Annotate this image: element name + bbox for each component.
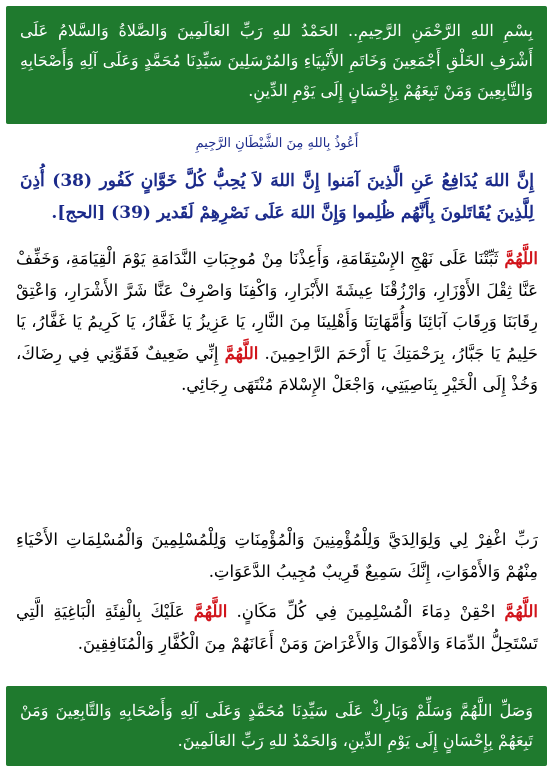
allahumma-label: اللَّهُمَّ	[224, 343, 259, 363]
prayer-paragraph-1	[16, 243, 538, 401]
opening-text: بِسْمِ اللهِ الرَّحْمَنِ الرَّحِيمِ.. الحَمْدُ للهِ رَبِّ العَالَمِينَ وَالصَّلاةُ وَالسَّلامُ عَلَى أَشْرَفِ الخَلْقِ أَجْمَعِينَ وَخَاتَمِ الأَنْبِيَاءِ وَالمُرْسَلِينَ سَيِّدِنَا مُحَمَّدٍ وَعَلَى آلِهِ وَأَصْحَابِهِ وَالتَّابِعِينَ وَمَنْ تَبِعَهُمْ بِإِحْسَانٍ إِلَى يَوْمِ الدِّينِ.	[20, 21, 533, 100]
prayer-paragraph-3	[16, 596, 538, 659]
closing-band	[6, 686, 547, 766]
istiadha-line: أَعُوذُ بِاللهِ مِنَ الشَّيْطَانِ الرَّجِيمِ	[195, 136, 359, 151]
prayer-text: ثَبِّتْنَا عَلَى نَهْجِ الإِسْتِقَامَةِ، وَأَعِذْنَا مِنْ مُوجِبَاتِ النَّدَامَةِ يَوْمَ الْقِيَامَةِ، وَخَفِّفْ عَنَّا ثِقْلَ الأَوْزَارِ، وَارْزُقْنَا عِيشَةَ الأَبْرَارِ، وَاكْفِنَا وَاصْرِفْ عَنَّا شَرَّ الأَشْرَارِ، وَاعْتِقْ رِقَابَنَا وَرِقَابَ آبَائِنَا وَأُمَّهَاتِنَا وَأَهْلِينَا مِنَ النَّارِ، يَا عَزِيزُ يَا غَفَّارُ، يَا كَرِيمُ يَا غَفَّارُ، يَا حَلِيمُ يَا جَبَّارُ، بِرَحْمَتِكَ يَا أَرْحَمَ الرَّاحِمِينَ.	[16, 249, 538, 363]
allahumma-label: اللَّهُمَّ	[504, 249, 538, 268]
prayer-paragraph-2: رَبِّ اغْفِرْ لِي وَلِوَالِدَيَّ وَلِلْمُؤْمِنِينَ وَالْمُؤْمِنَاتِ وَلِلْمُسْلِمِينَ وَالْمُسْلِمَاتِ الأَحْيَاءِ مِنْهُمْ وَالأَمْوَاتِ، إِنَّكَ سَمِيعٌ قَرِيبٌ مُجِيبُ الدَّعَوَاتِ.	[16, 530, 538, 581]
quran-verses: إِنَّ اللهَ يُدَافِعُ عَنِ الَّذِينَ آمَنوا إِنَّ اللهَ لاَ يُحِبُّ كُلَّ خَوَّانٍ كَفُور (38) أُذِنَ لِلَّذِينَ يُقَاتَلونَ بِأَنَّهُم ظُلِموا وَإِنَّ اللهَ عَلَى نَصْرِهِمْ لَقَدير (39) [الحج].	[20, 171, 534, 223]
allahumma-label: اللَّهُمَّ	[504, 602, 539, 621]
prayer-text: عَلَيْكَ بِالْفِئَةِ الْبَاغِيَةِ الَّتِي تَسْتَحِلُّ الدِّمَاءَ وَالأَمْوَالَ وَالأَعْرَاضَ وَمَنْ أَعَانَهُمْ مِنَ الْكُفَّارِ وَالْمُنَافِقِينَ.	[16, 602, 538, 653]
closing-text: وَصَلِّ اللَّهُمَّ وَسَلِّمْ وَبَارِكْ عَلَى سَيِّدِنَا مُحَمَّدٍ وَعَلَى آلِهِ وَأَصْحَابِهِ وَالتَّابِعِينَ وَمَنْ تَبِعَهُمْ بِإِحْسَانٍ إِلَى يَوْمِ الدِّينِ، وَالحَمْدُ للهِ رَبِّ العَالَمِينَ.	[20, 701, 533, 750]
allahumma-label: اللَّهُمَّ	[193, 602, 228, 621]
prayer-text: إِنِّي ضَعِيفٌ فَقَوِّنِي فِي رِضَاكَ، وَخُذْ إِلَى الْخَيْرِ بِنَاصِيَتِي، وَاجْعَلْ الإِسْلامَ مُنْتَهَى رِجَائِي.	[16, 343, 538, 394]
opening-band	[6, 6, 547, 124]
prayer-text: احْقِنْ دِمَاءَ الْمُسْلِمِينَ فِي كُلِّ مَكَانٍ.	[227, 602, 505, 621]
